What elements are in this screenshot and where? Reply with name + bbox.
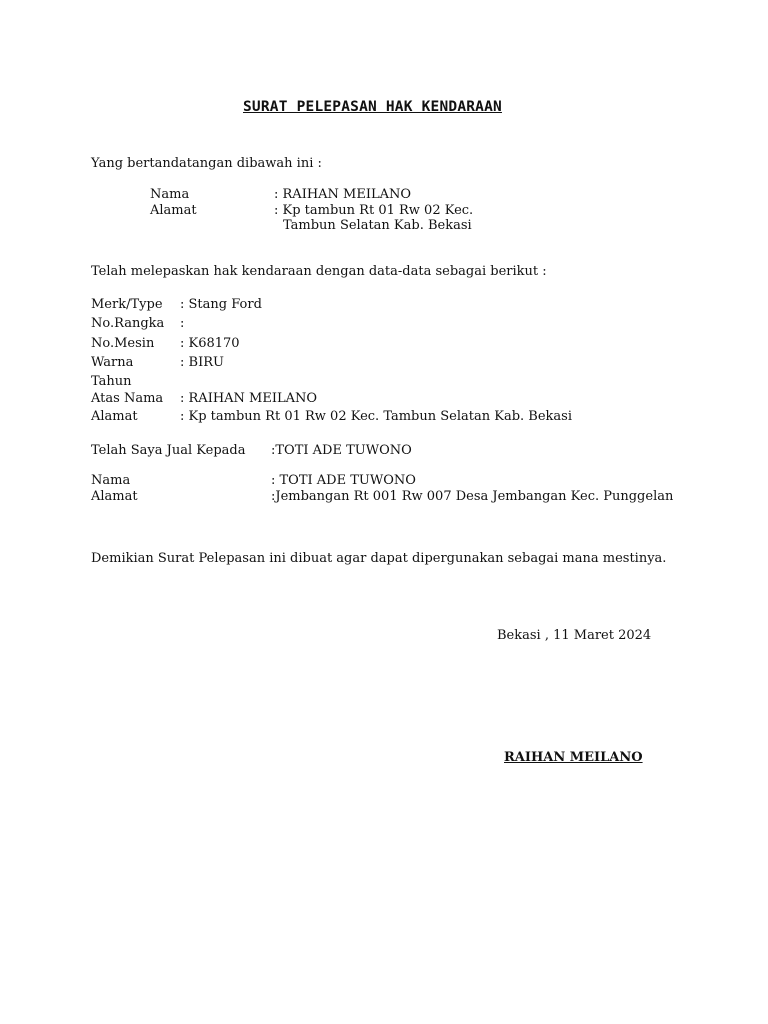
owner-name-value: : RAIHAN MEILANO — [274, 187, 412, 202]
sold-to-label: Telah Saya Jual Kepada — [91, 443, 246, 458]
buyer-address-label: Alamat — [91, 489, 138, 504]
vehicle-value: : BIRU — [180, 355, 224, 370]
vehicle-label: No.Mesin — [91, 336, 155, 351]
vehicle-value: : RAIHAN MEILANO — [180, 391, 318, 406]
buyer-address-value: :Jembangan Rt 001 Rw 007 Desa Jembangan Kec. Punggelan — [271, 489, 674, 504]
vehicle-label: Alamat — [91, 409, 138, 424]
closing-text: Demikian Surat Pelepasan ini dibuat agar dapat dipergunakan sebagai mana mestinya. — [91, 551, 667, 566]
signer-name: RAIHAN MEILANO — [504, 750, 643, 765]
intro-text: Yang bertandatangan dibawah ini : — [91, 156, 322, 171]
vehicle-value: : Kp tambun Rt 01 Rw 02 Kec. Tambun Selatan Kab. Bekasi — [180, 409, 572, 424]
vehicle-label: Warna — [91, 355, 134, 370]
vehicle-label: Merk/Type — [91, 297, 163, 312]
vehicle-label: Atas Nama — [91, 391, 164, 406]
place-date: Bekasi , 11 Maret 2024 — [497, 628, 652, 643]
owner-address-label: Alamat — [150, 203, 197, 218]
vehicle-value: : K68170 — [180, 336, 240, 351]
vehicle-value: : Stang Ford — [180, 297, 262, 312]
buyer-name-value: : TOTI ADE TUWONO — [271, 473, 416, 488]
vehicle-value: : — [180, 316, 185, 331]
sold-to-value: :TOTI ADE TUWONO — [271, 443, 412, 458]
release-statement: Telah melepaskan hak kendaraan dengan data-data sebagai berikut : — [91, 264, 547, 279]
vehicle-label: Tahun — [91, 374, 132, 389]
owner-address-value-line1: : Kp tambun Rt 01 Rw 02 Kec. — [274, 203, 474, 218]
buyer-name-label: Nama — [91, 473, 131, 488]
document-title: SURAT PELEPASAN HAK KENDARAAN — [243, 99, 502, 115]
owner-address-value-line2: Tambun Selatan Kab. Bekasi — [283, 218, 472, 233]
vehicle-label: No.Rangka — [91, 316, 165, 331]
owner-name-label: Nama — [150, 187, 190, 202]
